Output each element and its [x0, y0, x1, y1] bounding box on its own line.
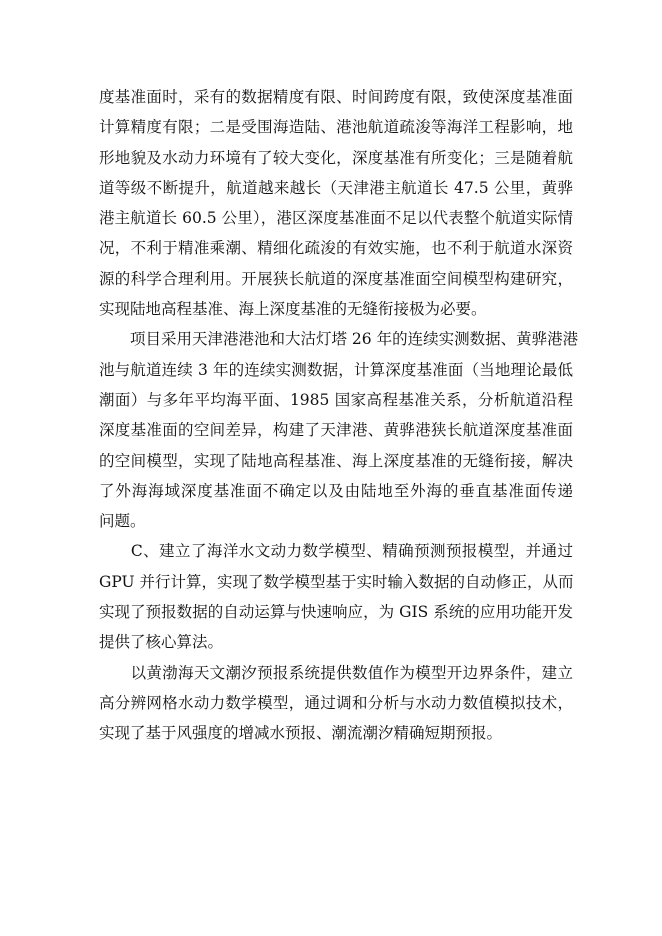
paragraph-2 [99, 324, 579, 536]
text-line: 道等级不断提升，航道越来越长（天津港主航道长 47.5 公里，黄骅 [99, 178, 573, 197]
text-line: GPU 并行计算，实现了数学模型基于实时输入数据的自动修正，从而 [99, 572, 574, 591]
text-line: C、建立了海洋水文动力数学模型、精确预测预报模型，并通过 [99, 542, 573, 561]
text-line: 的空间模型，实现了陆地高程基准、海上深度基准的无缝衔接，解决 [99, 451, 573, 470]
text-line: 潮面）与多年平均海平面、1985 国家高程基准关系，分析航道沿程 [99, 390, 573, 409]
text-line: 深度基准面的空间差异，构建了天津港、黄骅港狭长航道深度基准面 [99, 421, 573, 440]
text-line: 池与航道连续 3 年的连续实测数据，计算深度基准面（当地理论最低 [99, 360, 573, 379]
text-line: 实现了基于风强度的增减水预报、潮流潮汐精确短期预报。 [99, 724, 503, 743]
paragraph-1 [99, 82, 573, 324]
text-line: 问题。 [99, 512, 146, 531]
text-line: 项目采用天津港港池和大沽灯塔 26 年的连续实测数据、黄骅港港 [99, 330, 579, 349]
text-line: 实现陆地高程基准、海上深度基准的无缝衔接极为必要。 [99, 300, 487, 319]
text-line: 港主航道长 60.5 公里），港区深度基准面不足以代表整个航道实际情 [99, 209, 573, 228]
paragraph-3 [99, 536, 573, 657]
text-line: 度基准面时，采有的数据精度有限、时间跨度有限，致使深度基准面 [99, 88, 573, 106]
text-line: 提供了核心算法。 [99, 633, 224, 652]
text-line: 了外海海域深度基准面不确定以及由陆地至外海的垂直基准面传递 [99, 481, 573, 500]
text-line: 实现了预报数据的自动运算与快速响应，为 GIS 系统的应用功能开发 [99, 603, 573, 622]
text-line: 源的科学合理利用。开展狭长航道的深度基准面空间模型构建研究， [99, 269, 573, 288]
text-line: 高分辨网格水动力数学模型，通过调和分析与水动力数值模拟技术， [99, 693, 573, 712]
paragraph-4 [99, 658, 573, 749]
text-line: 形地貌及水动力环境有了较大变化，深度基准有所变化；三是随着航 [99, 148, 573, 167]
text-line: 以黄渤海天文潮汐预报系统提供数值作为模型开边界条件，建立 [99, 663, 573, 682]
text-line: 况，不利于精准乘潮、精细化疏浚的有效实施，也不利于航道水深资 [99, 239, 573, 258]
text-line: 计算精度有限；二是受围海造陆、港池航道疏浚等海洋工程影响，地 [99, 118, 573, 137]
document-body [99, 82, 579, 749]
